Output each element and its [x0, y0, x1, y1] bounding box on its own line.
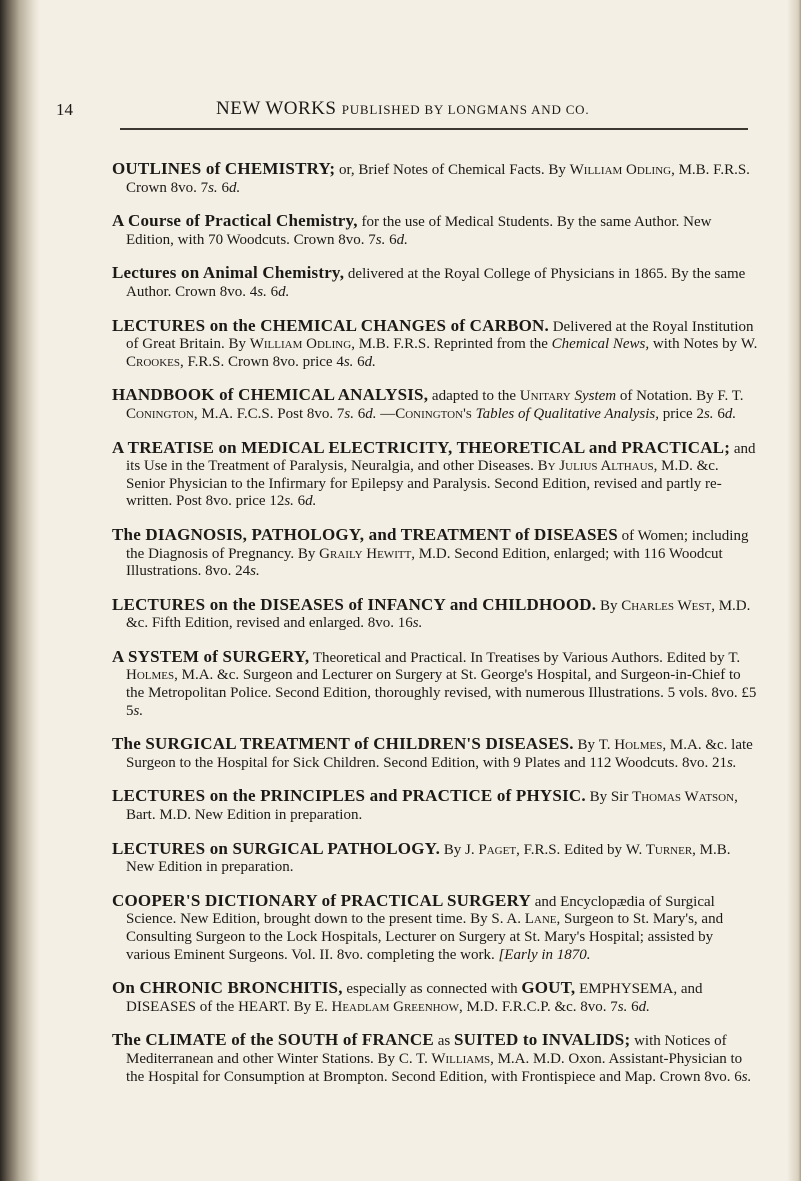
author-name: Thomas Watson	[632, 789, 735, 806]
italic-text: d.	[228, 179, 241, 196]
book-title: Lectures on Animal Chemistry,	[112, 263, 345, 283]
author-name: Graily Hewitt	[319, 545, 412, 562]
italic-text: s.	[617, 998, 628, 1015]
italic-text: d.	[365, 405, 377, 422]
entry-text: for the use of Medical Students. By the same Author. New Edition, with 70 Woodcuts. Crown 8vo. 7	[126, 214, 712, 248]
book-title: The CLIMATE of the SOUTH of FRANCE	[112, 1030, 434, 1050]
book-title: A Course of Practical Chemistry,	[112, 211, 358, 231]
italic-text: s.	[208, 179, 218, 196]
page-number: 14	[56, 100, 73, 119]
entry-text: price 2	[658, 405, 704, 422]
entry-text: By	[440, 841, 466, 858]
book-title: OUTLINES of CHEMISTRY;	[112, 159, 336, 178]
author-name: Charles West	[621, 597, 712, 614]
book-title: LECTURES on SURGICAL PATHOLOGY.	[112, 838, 441, 858]
book-title: COOPER'S DICTIONARY of PRACTICAL SURGERY	[112, 890, 531, 910]
entry-text: , M.D. Second Edition, enlarged; with 116 Woodcut Illustrations. 8vo. 24	[126, 545, 723, 580]
italic-text: s.	[726, 754, 737, 771]
book-entry	[112, 735, 760, 772]
italic-text: d.	[724, 405, 737, 422]
entry-text: and its Use in the Treatment of Paralysis, Neuralgia, and other Diseases.	[126, 440, 756, 475]
book-entry	[112, 892, 760, 964]
entry-text: —	[376, 405, 396, 422]
running-title-main: NEW WORKS	[216, 98, 342, 119]
author-name: William Odling	[569, 162, 672, 178]
italic-text: d.	[364, 353, 376, 370]
entry-text: or, Brief Notes of Chemical Facts. By	[335, 162, 570, 178]
author-name: William Odling	[249, 336, 352, 353]
italic-text: s.	[343, 353, 354, 370]
entry-text: , Bart. M.D. New Edition in preparation.	[126, 789, 738, 824]
running-title	[216, 98, 589, 120]
italic-text: s.	[133, 702, 144, 719]
entry-text: By	[573, 737, 599, 754]
italic-text: s.	[741, 1068, 752, 1085]
entry-text: and Encyclopædia of Surgical Science. New Edition, brought down to the present time. By	[126, 893, 715, 928]
book-title: HANDBOOK of CHEMICAL ANALYSIS,	[112, 385, 429, 405]
entry-text: , M.A. &c. late Surgeon to the Hospital for Sick Children. Second Edition, with 9 Plates and 112 Woodcuts. 8vo. 21	[126, 737, 753, 771]
book-entry	[112, 526, 760, 581]
entry-text: 6	[627, 998, 639, 1015]
book-title: LECTURES on the DISEASES of INFANCY and CHILDHOOD.	[112, 594, 597, 614]
italic-text: s.	[250, 563, 260, 580]
entry-text: adapted to the	[428, 388, 520, 405]
author-name: F. T. Conington	[126, 388, 744, 422]
entry-text: 6	[217, 179, 229, 196]
entry-text: By	[596, 597, 622, 614]
advertisement-list	[112, 145, 760, 1094]
italic-text: [Early in 1870.	[498, 946, 591, 963]
italic-text: s.	[284, 493, 294, 510]
entry-text: with Notices of Mediterranean and other Winter Stations. By	[126, 1033, 727, 1067]
entry-text: , M.B. F.R.S. Crown 8vo. 7	[126, 162, 750, 196]
book-entry	[112, 212, 760, 249]
entry-text: delivered at the Royal College of Physicians in 1865. By the same Author. Crown 8vo. 4	[126, 266, 746, 300]
entry-text: of Women; including the Diagnosis of Pregnancy. By	[126, 527, 749, 562]
entry-text: Delivered at the Royal Institution of Great Britain. By	[126, 318, 754, 353]
author-name: T. Holmes	[598, 737, 663, 754]
entry-text: , M.A. F.C.S. Post 8vo. 7	[193, 405, 345, 422]
italic-text: s.	[375, 231, 386, 248]
entry-text: , F.R.S. Crown 8vo. price 4	[180, 353, 344, 370]
entry-text: , M.D. &c. Fifth Edition, revised and enlarged. 8vo. 16	[126, 597, 751, 632]
italic-text: Tables of Qualitative Analysis,	[475, 405, 659, 422]
book-title: The DIAGNOSIS, PATHOLOGY, and TREATMENT of DISEASES	[112, 524, 618, 544]
italic-text: d.	[305, 493, 317, 510]
book-entry	[112, 386, 760, 423]
entry-text: By Sir	[585, 789, 633, 806]
author-name: W. Turner	[625, 841, 693, 858]
running-title-publisher: PUBLISHED BY LONGMANS AND CO.	[341, 102, 590, 117]
italic-text: Chemical News,	[551, 336, 650, 353]
book-title: SUITED to INVALIDS;	[453, 1030, 631, 1050]
book-entry	[112, 648, 760, 720]
italic-text: s.	[412, 615, 423, 632]
italic-text: s.	[344, 405, 354, 422]
entry-text: as	[433, 1033, 454, 1050]
book-title: LECTURES on the PRINCIPLES and PRACTICE of PHYSIC.	[112, 786, 586, 806]
entry-text: Theoretical and Practical. In Treatises by Various Authors. Edited by	[309, 649, 729, 666]
page-outer-edge	[787, 0, 801, 1181]
author-name: J. Paget	[465, 841, 517, 858]
entry-text: , M.B. New Edition in preparation.	[126, 841, 731, 876]
entry-text: with Notes by	[649, 336, 741, 353]
author-name: E. Headlam Greenhow	[314, 998, 459, 1015]
author-name: T. Holmes	[126, 649, 741, 684]
book-entry	[112, 1031, 760, 1086]
book-entry	[112, 439, 760, 511]
entry-text: , M.D. F.R.C.P. &c. 8vo. 7	[458, 998, 618, 1015]
book-title: A SYSTEM of SURGERY,	[112, 646, 310, 666]
author-name: C. T. Williams	[398, 1050, 491, 1067]
entry-text: , Surgeon to St. Mary's, and Consulting Surgeon to the Lock Hospitals, Lecturer on Surgery at St. Mary's Hospital; assisted by various Eminent Surgeons. Vol. II. 8vo. completing the work.	[126, 911, 724, 963]
author-name: By Julius Althaus	[537, 458, 654, 475]
italic-text: d.	[638, 998, 650, 1015]
book-entry	[112, 979, 760, 1016]
italic-text: System	[574, 388, 617, 405]
entry-text: 6	[293, 493, 306, 510]
entry-text: especially as connected with	[342, 981, 522, 998]
book-title: The SURGICAL TREATMENT of CHILDREN'S DISEASES.	[112, 734, 574, 754]
book-title: LECTURES on the CHEMICAL CHANGES of CARBON.	[112, 315, 549, 335]
entry-text: , F.R.S. Edited by	[516, 841, 626, 858]
entry-text: 6	[385, 231, 397, 248]
entry-text: 6	[266, 283, 279, 300]
book-entry	[112, 787, 760, 824]
entry-text: , M.B. F.R.S. Reprinted from the	[351, 336, 552, 353]
book-entry	[112, 840, 760, 877]
italic-text: s.	[257, 283, 267, 300]
book-entry	[112, 160, 760, 197]
page-binding-edge	[0, 0, 40, 1181]
italic-text: d.	[396, 231, 408, 248]
entry-text: 6	[353, 405, 366, 422]
entry-text: of Notation. By	[616, 388, 718, 405]
entry-text: EMPHYSEMA, and DISEASES of the HEART. By	[126, 981, 703, 1015]
page-header	[56, 98, 756, 122]
author-name: Conington's	[395, 405, 472, 422]
italic-text: s.	[703, 405, 714, 422]
entry-text: , M.A. &c. Surgeon and Lecturer on Surgery at St. George's Hospital, and Surgeon-in-Chief to the Metropolitan Police. Second Edition, thoroughly revised, with numerous Illustrations. 5 vols. 8vo. £5 5	[126, 667, 757, 719]
italic-text: d.	[278, 283, 290, 300]
entry-text: , M.D. &c. Senior Physician to the Infirmary for Epilepsy and Paralysis. Second Edition, revised and partly re-written. Post 8vo. price 12	[126, 458, 722, 510]
author-name: S. A. Lane	[491, 911, 557, 928]
author-name: Unitary	[519, 388, 571, 405]
book-title: A TREATISE on MEDICAL ELECTRICITY, THEORETICAL and PRACTICAL;	[112, 437, 731, 457]
book-entry	[112, 596, 760, 633]
book-title: GOUT,	[521, 978, 576, 998]
book-entry	[112, 317, 760, 372]
book-entry	[112, 264, 760, 301]
entry-text: 6	[353, 353, 365, 370]
entry-text: , M.A. M.D. Oxon. Assistant-Physician to the Hospital for Consumption at Brompton. Second Edition, with Frontispiece and Map. Crown 8vo. 6	[126, 1050, 743, 1085]
entry-text: 6	[713, 405, 725, 422]
author-name: W. Crookes	[126, 336, 758, 370]
header-rule	[120, 128, 748, 130]
book-title: On CHRONIC BRONCHITIS,	[112, 978, 343, 998]
